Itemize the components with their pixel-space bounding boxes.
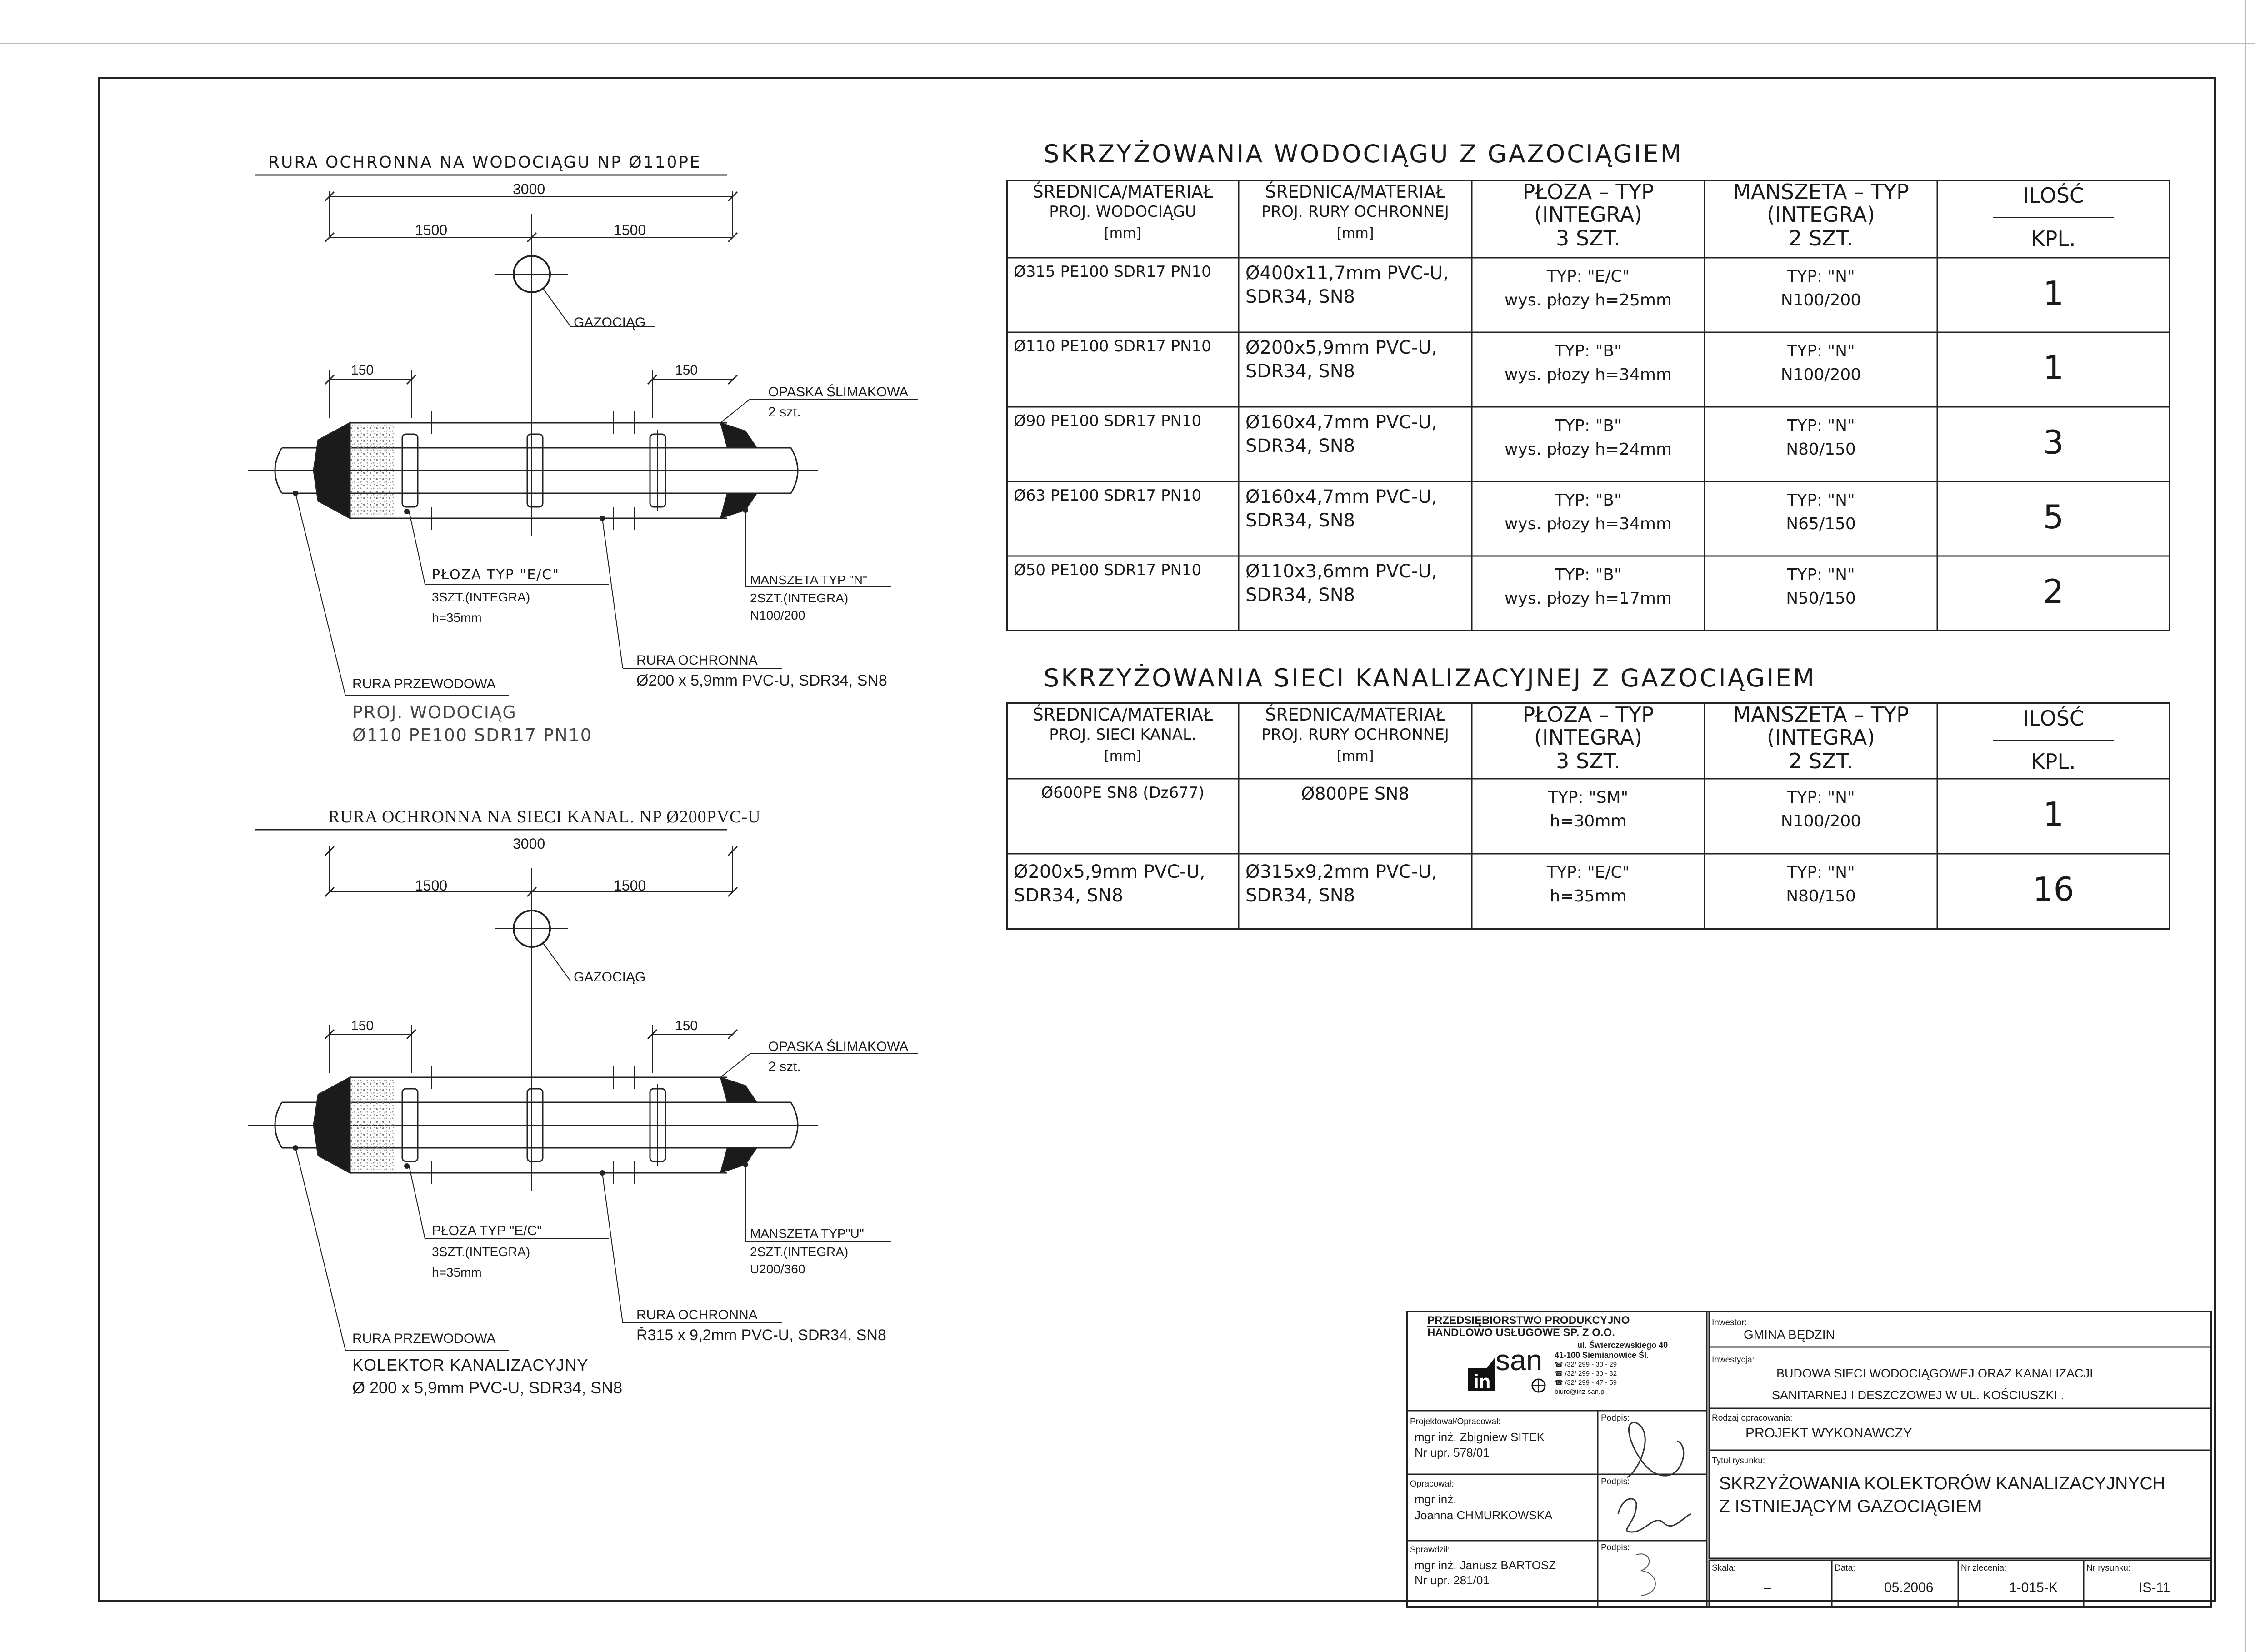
detail2-dim-end-left: 150 (351, 1018, 374, 1033)
company-line2: HANDLOWO USŁUGOWE SP. Z O.O. (1427, 1327, 1615, 1339)
table1-spacer-type: TYP: "B" (1555, 566, 1622, 584)
table1-seal-size: N80/150 (1786, 440, 1856, 459)
table1-header-line1: ŚREDNICA/MATERIAŁ (1265, 182, 1445, 202)
type-value: PROJEKT WYKONAWCZY (1745, 1426, 1912, 1441)
table2-spacer-height: h=30mm (1550, 812, 1627, 831)
table2-seal-size: N80/150 (1786, 887, 1856, 906)
company-tel1: ☎ /32/ 299 - 30 - 29 (1555, 1361, 1617, 1368)
end-seal-right-bottom (720, 493, 757, 518)
table2-spacer-type: TYP: "SM" (1548, 788, 1629, 807)
table2-seal-type: TYP: "N" (1787, 788, 1855, 807)
detail1-dim-half-left: 1500 (415, 222, 448, 238)
detail2-dim-end-right: 150 (675, 1018, 698, 1033)
table1-quantity: 3 (2043, 423, 2064, 461)
carrier-leader (295, 493, 345, 696)
detail1-carrier-label: RURA PRZEWODOWA (352, 676, 496, 691)
detail2-casing-spec: Ř315 x 9,2mm PVC-U, SDR34, SN8 (636, 1327, 886, 1344)
table1-water-diameter: Ø63 PE100 SDR17 PN10 (1014, 486, 1202, 505)
designer-label: Projektował/Opracował: (1410, 1417, 1501, 1427)
detail1-spacer-h: h=35mm (432, 611, 482, 625)
detail1-dim-end-right: 150 (675, 363, 698, 378)
table2-casing-diameter: Ø315x9,2mm PVC-U, (1245, 861, 1437, 882)
table2-quantity: 1 (2043, 795, 2064, 833)
table1-seal-size: N100/200 (1780, 291, 1861, 310)
detail1-dim-end-left: 150 (351, 363, 374, 378)
band-leader (720, 1054, 750, 1077)
detail1-casing-spec: Ø200 x 5,9mm PVC-U, SDR34, SN8 (636, 672, 887, 689)
detail-sewer-main (248, 830, 918, 1350)
table1-header-line2: PROJ. WODOCIĄGU (1049, 203, 1196, 221)
carrier-leader (295, 1148, 345, 1350)
investor-label: Inwestor: (1712, 1318, 1747, 1327)
detail1-band-label: OPASKA ŚLIMAKOWA (768, 385, 909, 400)
table2-header-line3: [mm] (1104, 748, 1141, 764)
table1-header-line2: PROJ. RURY OCHRONNEJ (1261, 203, 1449, 221)
table1-quantity: 1 (2043, 349, 2064, 387)
detail1-casing-label: RURA OCHRONNA (636, 653, 758, 668)
investment-line1: BUDOWA SIECI WODOCIĄGOWEJ ORAZ KANALIZACJI (1776, 1367, 2093, 1380)
detail2-seal-size: U200/360 (750, 1262, 805, 1276)
detail2-seal-label: MANSZETA TYP"U" (750, 1226, 864, 1241)
detail1-title: RURA OCHRONNA NA WODOCIĄGU NP Ø110PE (268, 153, 701, 172)
detail2-dim-half-left: 1500 (415, 877, 448, 894)
scale-value: – (1764, 1580, 1771, 1595)
band-leader (720, 399, 750, 423)
signature-1 (1627, 1422, 1684, 1477)
table2-header-qty-unit: KPL. (2031, 749, 2076, 774)
table1-seal-type: TYP: "N" (1787, 416, 1855, 435)
detail2-seal-qty: 2SZT.(INTEGRA) (750, 1245, 849, 1259)
detail-water-main (248, 175, 918, 696)
drawing-title-line1: SKRZYŻOWANIA KOLEKTORÓW KANALIZACYJNYCH (1719, 1474, 2165, 1493)
table1-seal-type: TYP: "N" (1787, 566, 1855, 584)
end-seal-right-top (720, 1077, 757, 1102)
company-addr1: ul. Świerczewskiego 40 (1577, 1341, 1668, 1350)
date-label: Data: (1835, 1563, 1855, 1573)
table1-casing-class: SDR34, SN8 (1245, 436, 1355, 456)
detail2-spacer-qty: 3SZT.(INTEGRA) (432, 1245, 530, 1259)
drawing-no-value: IS-11 (2139, 1580, 2170, 1595)
table2-casing-class: SDR34, SN8 (1245, 885, 1355, 906)
spacer-leader (409, 511, 425, 584)
table2-spacer-type: TYP: "E/C" (1546, 863, 1630, 882)
sign-label-1: Podpis: (1601, 1413, 1630, 1423)
drawing-title-line2: Z ISTNIEJĄCYM GAZOCIĄGIEM (1719, 1497, 1982, 1516)
end-seal-left (314, 423, 350, 518)
gas-leader (543, 289, 570, 326)
sign-label-3: Podpis: (1601, 1543, 1630, 1552)
table1-header-line2: (INTEGRA) (1766, 202, 1875, 227)
table2-casing-diameter: Ø800PE SN8 (1301, 784, 1410, 804)
table1-header-qty: ILOŚĆ (2022, 183, 2085, 208)
prepared-label: Opracował: (1410, 1479, 1454, 1489)
signature-2 (1618, 1499, 1691, 1532)
table1-header-qty-unit: KPL. (2031, 226, 2076, 251)
checked-label: Sprawdził: (1410, 1545, 1450, 1555)
company-line1: PRZEDSIĘBIORSTWO PRODUKCYJNO (1427, 1314, 1630, 1327)
table1-spacer-type: TYP: "B" (1555, 342, 1622, 360)
table2-seal-type: TYP: "N" (1787, 863, 1855, 882)
sign-label-2: Podpis: (1601, 1477, 1630, 1487)
date-value: 05.2006 (1884, 1580, 1934, 1595)
table1-seal-size: N65/150 (1786, 515, 1856, 533)
logo-sub: in (1474, 1371, 1491, 1392)
table1-spacer-height: wys. płozy h=34mm (1504, 365, 1672, 384)
seal-fill (350, 1080, 395, 1171)
detail2-gas-label: GAZOCIĄG (574, 970, 646, 985)
table1-header-line3: [mm] (1336, 225, 1374, 241)
table1-casing-diameter: Ø110x3,6mm PVC-U, (1245, 561, 1437, 582)
table1-spacer-type: TYP: "B" (1555, 416, 1622, 435)
table1-seal-size: N100/200 (1780, 365, 1861, 384)
designer-name: mgr inż. Zbigniew SITEK (1415, 1430, 1545, 1444)
detail1-seal-qty: 2SZT.(INTEGRA) (750, 591, 849, 605)
table2-header-line2: PROJ. SIECI KANAL. (1049, 726, 1196, 744)
logo-text: san (1495, 1344, 1543, 1377)
table1-header-line3: [mm] (1104, 225, 1141, 241)
detail2-title: RURA OCHRONNA NA SIECI KANAL. NP Ø200PVC-U (328, 807, 761, 826)
table1-water-diameter: Ø110 PE100 SDR17 PN10 (1014, 337, 1211, 355)
table2-header-qty: ILOŚĆ (2022, 706, 2085, 731)
type-label: Rodzaj opracowania: (1712, 1413, 1793, 1423)
prepared-title: mgr inż. (1415, 1492, 1457, 1506)
table1-header-line3: 2 SZT. (1789, 226, 1853, 250)
table2-sewer-diameter: Ø200x5,9mm PVC-U, (1014, 861, 1205, 882)
table2-header-line3: 2 SZT. (1789, 749, 1853, 773)
detail1-carrier-spec: Ø110 PE100 SDR17 PN10 (352, 725, 592, 745)
drawing-no-label: Nr rysunku: (2086, 1563, 2131, 1573)
drawing-title-label: Tytuł rysunku: (1712, 1456, 1765, 1466)
detail1-seal-label: MANSZETA TYP "N" (750, 573, 867, 587)
investor-value: GMINA BĘDZIN (1744, 1327, 1835, 1342)
table1-spacer-height: wys. płozy h=24mm (1504, 440, 1672, 459)
table2-header-line1: ŚREDNICA/MATERIAŁ (1032, 705, 1213, 725)
table1-header-line3: 3 SZT. (1556, 226, 1620, 250)
scale-label: Skala: (1712, 1563, 1736, 1573)
order-label: Nr zlecenia: (1961, 1563, 2007, 1573)
table1-seal-type: TYP: "N" (1787, 491, 1855, 510)
table1-casing-diameter: Ø400x11,7mm PVC-U, (1245, 263, 1449, 284)
designer-license: Nr upr. 578/01 (1415, 1446, 1490, 1459)
table2-quantity: 16 (2032, 870, 2075, 908)
end-seal-right-top (720, 423, 757, 448)
investment-label: Inwestycja: (1712, 1355, 1755, 1365)
checked-name: mgr inż. Janusz BARTOSZ (1415, 1558, 1556, 1572)
leader-dot (404, 509, 410, 514)
detail1-dim-total: 3000 (513, 181, 545, 197)
table1-water-diameter: Ø50 PE100 SDR17 PN10 (1014, 561, 1202, 579)
casing-leader (602, 1173, 623, 1323)
table2-header-line3: [mm] (1336, 748, 1374, 764)
table2-seal-size: N100/200 (1780, 812, 1861, 831)
table1-header-line1: PŁOZA – TYP (1522, 180, 1654, 204)
order-value: 1-015-K (2009, 1580, 2058, 1595)
table1-seal-type: TYP: "N" (1787, 267, 1855, 286)
signature-3 (1636, 1554, 1673, 1596)
detail2-spacer-label: PŁOZA TYP "E/C" (432, 1223, 542, 1238)
detail2-band-label: OPASKA ŚLIMAKOWA (768, 1039, 909, 1054)
table2-header-line2: PROJ. RURY OCHRONNEJ (1261, 726, 1449, 744)
table1-quantity: 1 (2043, 274, 2064, 312)
table1-casing-class: SDR34, SN8 (1245, 286, 1355, 307)
detail1-seal-size: N100/200 (750, 608, 805, 622)
table1-casing-diameter: Ø200x5,9mm PVC-U, (1245, 337, 1437, 358)
prepared-name: Joanna CHMURKOWSKA (1415, 1508, 1553, 1522)
table1-water-diameter: Ø315 PE100 SDR17 PN10 (1014, 263, 1211, 281)
table2-header-line1: MANSZETA – TYP (1733, 702, 1909, 727)
table1-casing-class: SDR34, SN8 (1245, 510, 1355, 531)
table1-spacer-height: wys. płozy h=34mm (1504, 515, 1672, 533)
detail1-band-qty: 2 szt. (768, 405, 801, 420)
detail1-dim-half-right: 1500 (614, 222, 646, 238)
spacer-leader (409, 1166, 425, 1239)
detail2-band-qty: 2 szt. (768, 1059, 801, 1074)
table1-casing-diameter: Ø160x4,7mm PVC-U, (1245, 412, 1437, 433)
table1-seal-size: N50/150 (1786, 589, 1856, 608)
detail2-dim-half-right: 1500 (614, 877, 646, 894)
table1-casing-diameter: Ø160x4,7mm PVC-U, (1245, 486, 1437, 507)
table1-spacer-height: wys. płozy h=17mm (1504, 589, 1672, 608)
table2-spacer-height: h=35mm (1550, 887, 1627, 906)
table2-title: SKRZYŻOWANIA SIECI KANALIZACYJNEJ Z GAZOCIĄGIEM (1044, 664, 1816, 692)
table2-header-line1: PŁOZA – TYP (1522, 702, 1654, 727)
detail1-carrier-name: PROJ. WODOCIĄG (352, 702, 517, 722)
end-seal-left (314, 1077, 350, 1173)
table1-water-diameter: Ø90 PE100 SDR17 PN10 (1014, 412, 1202, 430)
company-tel2: ☎ /32/ 299 - 30 - 32 (1555, 1370, 1617, 1377)
gas-leader (543, 943, 570, 981)
detail1-spacer-qty: 3SZT.(INTEGRA) (432, 590, 530, 604)
company-fax: ☎ /32/ 299 - 47 - 59 (1555, 1379, 1617, 1387)
table2-header-line1: ŚREDNICA/MATERIAŁ (1265, 705, 1445, 725)
table2-header-line2: (INTEGRA) (1766, 725, 1875, 750)
table1-seal-type: TYP: "N" (1787, 342, 1855, 360)
table1-spacer-height: wys. płozy h=25mm (1504, 291, 1672, 310)
table1-title: SKRZYŻOWANIA WODOCIĄGU Z GAZOCIĄGIEM (1044, 140, 1684, 168)
table1-header-line1: MANSZETA – TYP (1733, 180, 1909, 204)
table1-header-line2: (INTEGRA) (1534, 202, 1643, 227)
casing-leader (602, 518, 623, 668)
table1-quantity: 2 (2043, 572, 2064, 611)
end-seal-right-bottom (720, 1148, 757, 1173)
table2-sewer-class: SDR34, SN8 (1014, 885, 1124, 906)
table2-sewer-diameter: Ø600PE SN8 (Dz677) (1041, 784, 1205, 802)
detail2-spacer-h: h=35mm (432, 1265, 482, 1279)
seal-fill (350, 425, 395, 516)
table2-header-line3: 3 SZT. (1556, 749, 1620, 773)
detail2-carrier-name: KOLEKTOR KANALIZACYJNY (352, 1356, 589, 1374)
checked-license: Nr upr. 281/01 (1415, 1573, 1490, 1587)
table1-spacer-type: TYP: "E/C" (1546, 267, 1630, 286)
investment-line2: SANITARNEJ I DESZCZOWEJ W UL. KOŚCIUSZKI . (1772, 1388, 2065, 1402)
table1-spacer-type: TYP: "B" (1555, 491, 1622, 510)
detail2-carrier-spec: Ø 200 x 5,9mm PVC-U, SDR34, SN8 (352, 1378, 623, 1397)
detail1-gas-label: GAZOCIĄG (574, 315, 646, 330)
table1-quantity: 5 (2043, 498, 2064, 536)
table1-header-line1: ŚREDNICA/MATERIAŁ (1032, 182, 1213, 202)
company-mail: biuro@inz-san.pl (1555, 1388, 1606, 1396)
company-addr2: 41-100 Siemianowice Śl. (1555, 1351, 1649, 1360)
table1-casing-class: SDR34, SN8 (1245, 585, 1355, 606)
detail1-spacer-label: PŁOZA TYP "E/C" (432, 567, 560, 583)
detail2-carrier-label: RURA PRZEWODOWA (352, 1331, 496, 1346)
detail2-casing-label: RURA OCHRONNA (636, 1307, 758, 1322)
table1-casing-class: SDR34, SN8 (1245, 361, 1355, 382)
detail2-dim-total: 3000 (513, 836, 545, 852)
table2-header-line2: (INTEGRA) (1534, 725, 1643, 750)
leader-dot (404, 1163, 410, 1169)
